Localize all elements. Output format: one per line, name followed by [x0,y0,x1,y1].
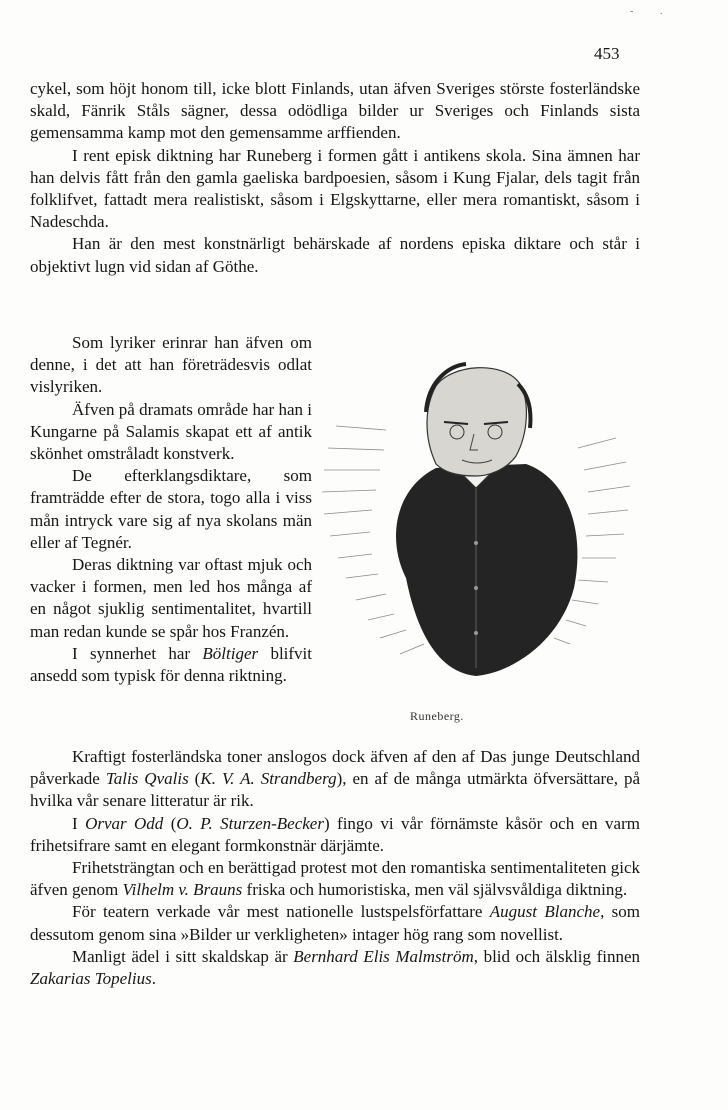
portrait-caption: Runeberg. [410,709,464,723]
portrait-runeberg [316,338,640,690]
author-name: Talis Qvalis [105,769,189,789]
paragraph-deras: Deras diktning var oftast mjuk och vacker i formen, men led hos många af en något sjuklig sentimentalitet, hvartill man redan kunde se spår hos Franzén. [30,555,312,641]
author-fullname: K. V. A. Strandberg [200,769,337,789]
stray-mark: - [630,6,634,17]
paragraph-dramat: Äfven på dramats område har han i Kungarne på Salamis skapat ett af antik skönhet omstråladt konstverk. [30,399,312,464]
bottom-text [30,746,640,990]
engraving-portrait [316,338,640,690]
paragraph-epic: I rent episk diktning har Runeberg i formen gått i antikens skola. Sina ämnen har han delvis fått från den gamla gaeliska bardpoesien, såsom i Kung Fjalar, dels tagit från folklifvet, fattadt mera realistiskt, såsom i Elgskyttarne, eller mera romantiskt, såsom i Nadeschda. [30,145,640,232]
author-name: Vilhelm v. Brauns [122,880,243,900]
author-name: Zakarias Topelius [30,969,152,989]
stray-mark: . [660,6,663,17]
side-column [30,332,312,687]
page-number: 453 [594,44,620,63]
paragraph-strandberg: Kraftigt fosterländska toner anslogos dock äfven af den af Das junge Deutschland påverkade Talis Qvalis (K. V. A. Strandberg), en af de många utmärkta öfversättare, på hvilka vår senare litteratur är rik. [30,747,641,811]
author-name: August Blanche [489,902,601,922]
author-name: Böltiger [202,643,259,663]
top-text [30,78,640,278]
author-fullname: O. P. Sturzen-Becker [176,813,324,833]
paragraph-konstnarligt: Han är den mest konstnärligt behärskade af nordens episka diktare och står i objektivt lugn vid sidan af Göthe. [30,234,640,276]
paragraph-efterklang: De efterklangsdiktare, som framträdde efter de stora, togo alla i viss mån intryck vare sig af nya skolans män eller af Tegnér. [30,466,312,552]
paragraph-braun: Frihetsträngtan och en berättigad protest mot den romantiska sentimentaliteten gick äfven genom Vilhelm v. Brauns friska och humoristiska, men väl självsvåldiga diktning. [30,858,640,900]
paragraph-blanche: För teatern verkade vår mest nationelle lustspelsförfattare August Blanche, som dessutom genom sina »Bilder ur verkligheten» intager hög rang som novellist. [30,902,641,944]
author-name: Orvar Odd [85,813,164,833]
paragraph-intro: cykel, som höjt honom till, icke blott Finlands, utan äfven Sveriges störste fosterländske skald, Fänrik Ståls sägner, dessa odödliga bilder ur Sveriges och Finlands sista gemensamma kamp mot den gemensamme arffienden. [30,79,640,143]
paragraph-orvar-odd: I Orvar Odd (O. P. Sturzen-Becker) fingo vi vår förnämste kåsör och en varm frihetsifrare samt en elegant formkonstnär därjämte. [30,813,640,855]
paragraph-malmstrom: Manligt ädel i sitt skaldskap är Bernhard Elis Malmström, blid och älsklig finnen Zakarias Topelius. [30,946,641,989]
author-name: Bernhard Elis Malmström [293,946,474,966]
paragraph-bottiger: I synnerhet har Böltiger blifvit ansedd som typisk för denna riktning. [30,643,312,686]
paragraph-lyriker: Som lyriker erinrar han äfven om denne, i det att han företrädesvis odlat vislyriken. [30,333,312,397]
